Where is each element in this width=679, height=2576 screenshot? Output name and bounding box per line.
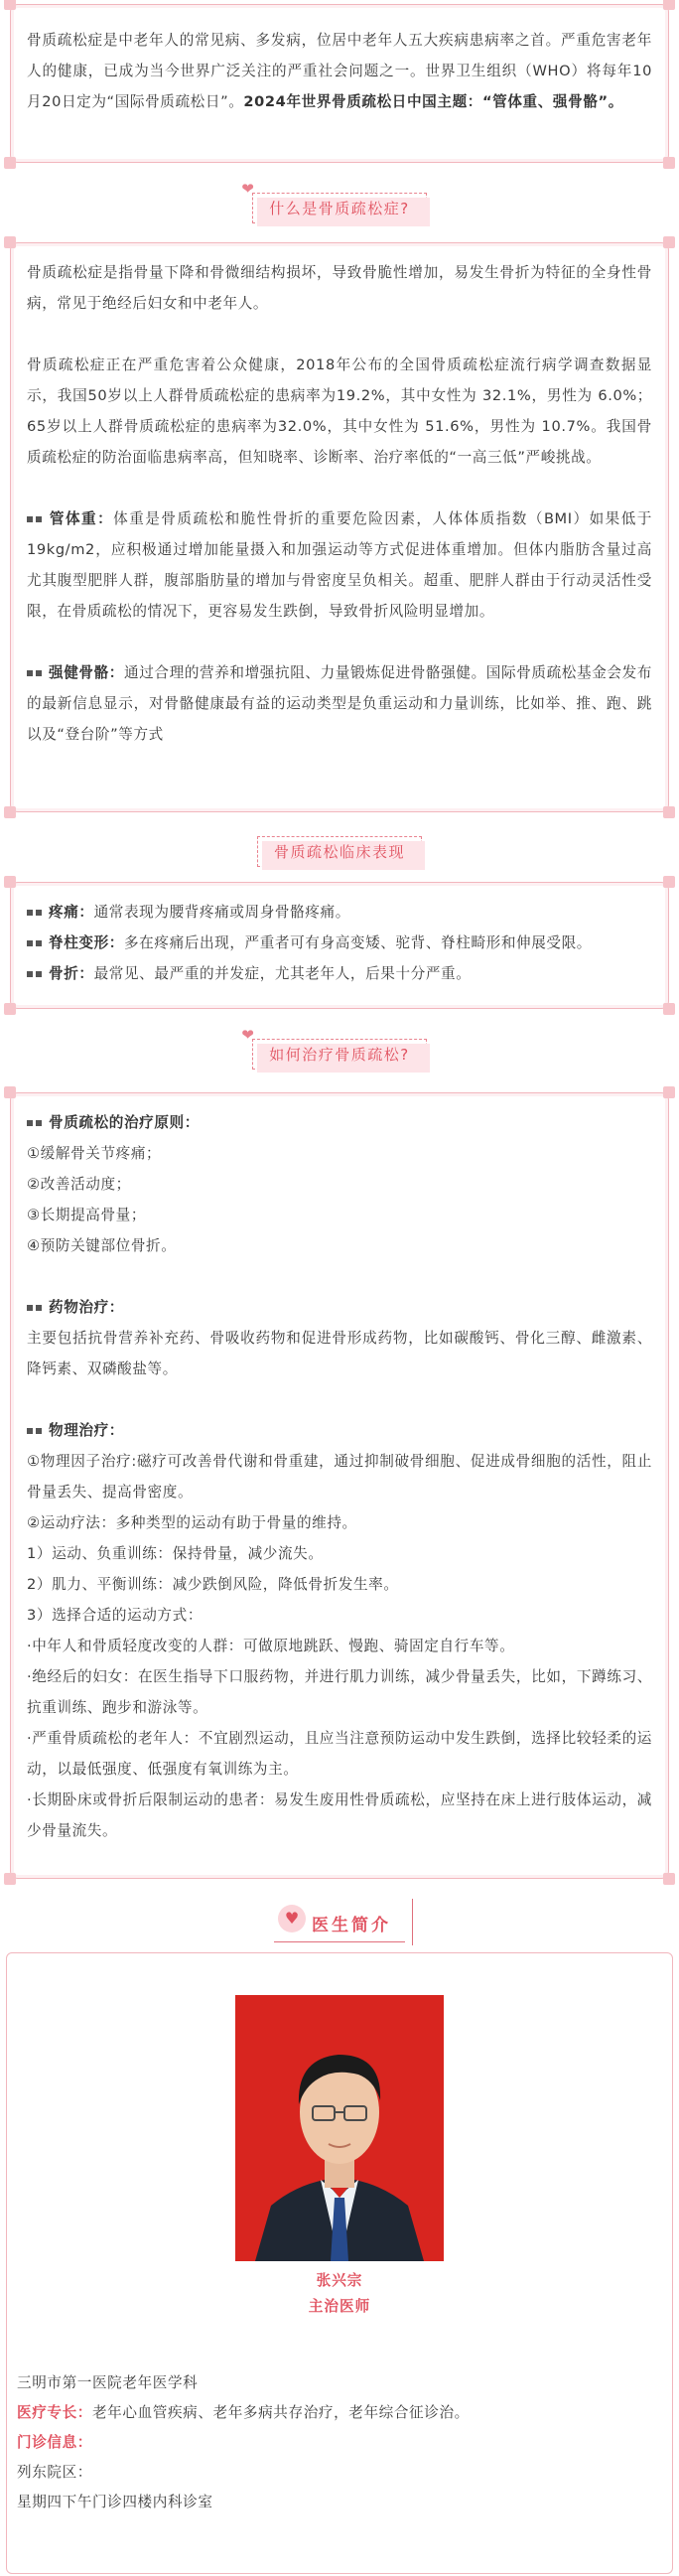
section3-box	[10, 1092, 669, 1879]
symptom-deformity: 脊柱变形：多在疼痛后出现，严重者可有身高变矮、驼背、脊柱畸形和伸展受限。	[27, 928, 652, 958]
section2-box	[10, 882, 669, 1009]
heart-icon: ❤	[241, 180, 256, 198]
principle-item: ④预防关键部位骨折。	[27, 1237, 177, 1254]
section-title-treatment: ❤ 如何治疗骨质疏松?	[0, 1039, 679, 1070]
symptom-fracture: 骨折：最常见、最严重的并发症，尤其老年人，后果十分严重。	[27, 958, 652, 989]
doctor-photo	[235, 1995, 444, 2261]
physical-line: ①物理因子治疗:磁疗可改善骨代谢和骨重建，通过抑制破骨细胞、促进成骨细胞的活性，阻止骨量丢失、提高骨密度。	[27, 1453, 652, 1501]
doctor-title: 主治医师	[308, 2298, 371, 2315]
s1-paragraph-bones: 强健骨骼：通过合理的营养和增强抗阻、力量锻炼促进骨骼强健。国际骨质疏松基金会发布的最新信息显示，对骨骼健康最有益的运动类型是负重运动和力量训练，比如举、推、跑、跳以及“登台阶”等方式	[27, 664, 652, 743]
clinic-info-label: 门诊信息：	[17, 2434, 92, 2451]
physical-line: 3）选择合适的运动方式：	[27, 1607, 204, 1624]
section1-box	[10, 242, 669, 812]
principle-item: ③长期提高骨量；	[27, 1207, 147, 1223]
doctor-specialty: 医疗专长：老年心血管疾病、老年多病共存治疗，老年综合征诊治。	[17, 2404, 470, 2421]
doctor-box	[6, 1952, 673, 2574]
drug-text: 主要包括抗骨营养补充药、骨吸收药物和促进骨形成药物，比如碳酸钙、骨化三醇、雌激素、降钙素、双磷酸盐等。	[27, 1330, 652, 1377]
physical-heading: 物理治疗：	[27, 1415, 652, 1446]
hand-heart-icon: ♥	[278, 1905, 306, 1932]
principle-item: ②改善活动度；	[27, 1176, 131, 1193]
doctor-department: 三明市第一医院老年医学科	[17, 2374, 199, 2391]
principles-heading: 骨质疏松的治疗原则：	[27, 1107, 652, 1138]
physical-line: 1）运动、负重训练：保持骨量，减少流失。	[27, 1545, 324, 1562]
section-title-symptoms: 骨质疏松临床表现	[0, 836, 679, 867]
physical-line: 2）肌力、平衡训练：减少跌倒风险，降低骨折发生率。	[27, 1576, 399, 1593]
s1-paragraph-statistics: 骨质疏松症正在严重危害着公众健康，2018年公布的全国骨质疏松症流行病学调查数据显示，我国50岁以上人群骨质疏松症的患病率为19.2%，其中女性为 32.1%，男性为 6.0%；65岁以上人群骨质疏松症的患病率为32.0%，其中女性为 51.6%，男性为 10.7%。我国骨质疏松症的防治面临患病率高，但知晓率、诊断率、治疗率低的“一高三低”严峻挑战。	[27, 357, 652, 466]
s1-paragraph-definition: 骨质疏松症是指骨量下降和骨微细结构损坏，导致骨脆性增加，易发生骨折为特征的全身性骨病，常见于绝经后妇女和中老年人。	[27, 264, 652, 312]
s1-paragraph-weight: 管体重：体重是骨质疏松和脆性骨折的重要危险因素，人体体质指数（BMI）如果低于19kg/m2，应积极通过增加能量摄入和加强运动等方式促进体重增加。但体内脂肪含量过高尤其腹型肥胖人群，腹部脂肪量的增加与骨密度呈负相关。超重、肥胖人群由于行动灵活性受限，在骨质疏松的情况下，更容易发生跌倒，导致骨折风险明显增加。	[27, 510, 652, 620]
physical-line: ·严重骨质疏松的老年人：不宜剧烈运动，且应当注意预防运动中发生跌倒，选择比较轻柔的运动，以最低强度、低强度有氧训练为主。	[27, 1730, 652, 1778]
section-title-what-is: ❤ 什么是骨质疏松症?	[0, 193, 679, 223]
physical-line: ②运动疗法：多种类型的运动有助于骨量的维持。	[27, 1514, 357, 1531]
physical-line: ·绝经后的妇女：在医生指导下口服药物，并进行肌力训练，减少骨量丢失，比如，下蹲练习、抗重训练、跑步和游泳等。	[27, 1668, 652, 1716]
clinic-schedule: 星期四下午门诊四楼内科诊室	[17, 2494, 213, 2510]
principle-item: ①缓解骨关节疼痛；	[27, 1145, 162, 1162]
intro-box	[10, 4, 669, 163]
doctor-name: 张兴宗	[316, 2272, 363, 2289]
heart-icon: ❤	[241, 1026, 256, 1044]
intro-paragraph: 骨质疏松症是中老年人的常见病、多发病，位居中老年人五大疾病患病率之首。严重危害老年人的健康，已成为当今世界广泛关注的严重社会问题之一。世界卫生组织（WHO）将每年10月20日定为“国际骨质疏松日”。2024年世界骨质疏松日中国主题：“管体重、强骨骼”。	[27, 32, 652, 110]
symptom-pain: 疼痛：通常表现为腰背疼痛或周身骨骼疼痛。	[27, 897, 652, 928]
physical-line: ·中年人和骨质轻度改变的人群：可做原地跳跃、慢跑、骑固定自行车等。	[27, 1638, 515, 1654]
intro-theme: 2024年世界骨质疏松日中国主题：“管体重、强骨骼”。	[243, 93, 623, 110]
physical-line: ·长期卧床或骨折后限制运动的患者：易发生废用性骨质疏松，应坚持在床上进行肢体运动，减少骨量流失。	[27, 1791, 652, 1839]
doctor-section-title: ♥ 医生简介	[0, 1905, 679, 1942]
clinic-campus: 列东院区：	[17, 2464, 92, 2481]
drug-heading: 药物治疗：	[27, 1292, 652, 1323]
